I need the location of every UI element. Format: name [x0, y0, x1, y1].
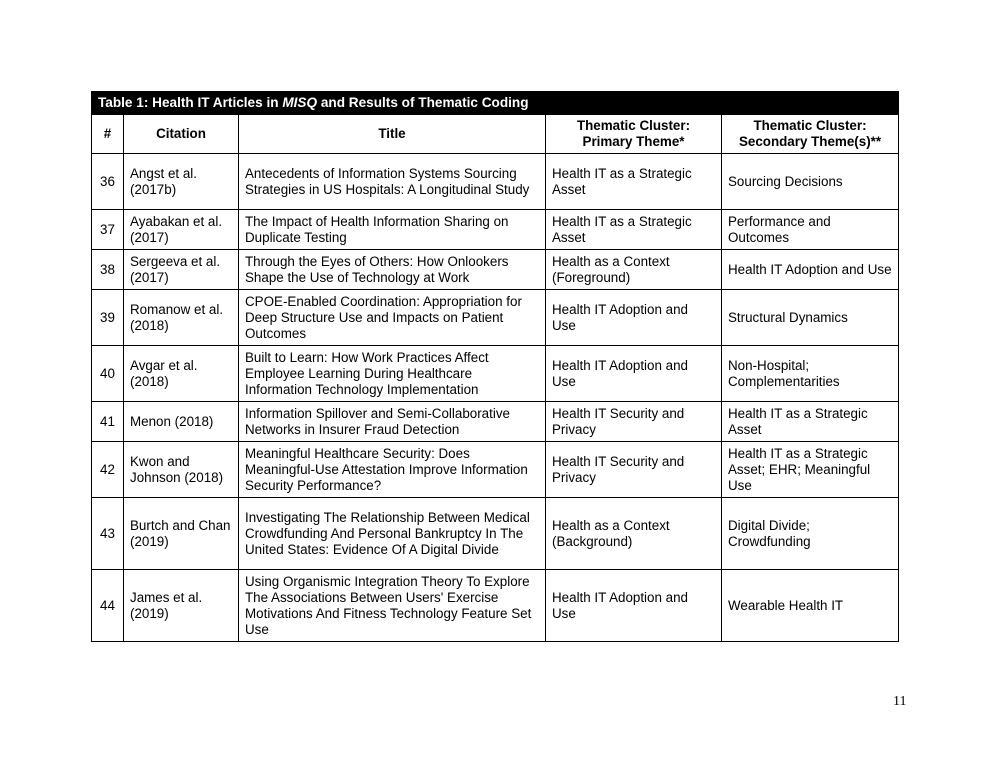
row-citation: Avgar et al. (2018)	[124, 346, 239, 402]
header-secondary-line1: Thematic Cluster:	[753, 118, 867, 133]
table-row	[92, 250, 899, 290]
table-row	[92, 290, 899, 346]
table-caption-row	[92, 92, 899, 115]
table-row	[92, 570, 899, 642]
table-row	[92, 442, 899, 498]
row-primary-theme: Health IT Adoption and Use	[546, 346, 722, 402]
caption-journal: MISQ	[282, 95, 318, 110]
table-caption	[92, 92, 899, 115]
thematic-coding-table	[91, 91, 899, 642]
caption-suffix: and Results of Thematic Coding	[317, 95, 529, 110]
row-secondary-theme: Structural Dynamics	[722, 290, 899, 346]
header-primary-line2: Primary Theme*	[582, 134, 685, 149]
row-title: Built to Learn: How Work Practices Affect Employee Learning During Healthcare Information Technology Implementation	[239, 346, 546, 402]
row-citation: Menon (2018)	[124, 402, 239, 442]
row-num: 36	[92, 154, 124, 210]
row-secondary-theme: Health IT as a Strategic Asset	[722, 402, 899, 442]
row-primary-theme: Health IT Adoption and Use	[546, 570, 722, 642]
row-title: Information Spillover and Semi-Collaborative Networks in Insurer Fraud Detection	[239, 402, 546, 442]
row-secondary-theme: Wearable Health IT	[722, 570, 899, 642]
row-num: 41	[92, 402, 124, 442]
row-num: 44	[92, 570, 124, 642]
row-title: Antecedents of Information Systems Sourcing Strategies in US Hospitals: A Longitudinal Study	[239, 154, 546, 210]
row-num: 43	[92, 498, 124, 570]
thematic-coding-table-container	[91, 91, 898, 642]
header-secondary-theme	[722, 115, 899, 154]
row-primary-theme: Health IT Security and Privacy	[546, 442, 722, 498]
table-row	[92, 498, 899, 570]
table-row	[92, 402, 899, 442]
row-secondary-theme: Health IT as a Strategic Asset; EHR; Meaningful Use	[722, 442, 899, 498]
row-secondary-theme: Digital Divide; Crowdfunding	[722, 498, 899, 570]
row-primary-theme: Health IT as a Strategic Asset	[546, 154, 722, 210]
row-primary-theme: Health as a Context (Background)	[546, 498, 722, 570]
page-number: 11	[893, 694, 907, 709]
row-primary-theme: Health IT as a Strategic Asset	[546, 210, 722, 250]
row-citation: Kwon and Johnson (2018)	[124, 442, 239, 498]
row-citation: Burtch and Chan (2019)	[124, 498, 239, 570]
row-num: 37	[92, 210, 124, 250]
row-secondary-theme: Non-Hospital; Complementarities	[722, 346, 899, 402]
row-citation: James et al. (2019)	[124, 570, 239, 642]
row-citation: Romanow et al. (2018)	[124, 290, 239, 346]
table-row	[92, 210, 899, 250]
row-primary-theme: Health as a Context (Foreground)	[546, 250, 722, 290]
header-secondary-line2: Secondary Theme(s)**	[738, 134, 882, 149]
row-title: CPOE-Enabled Coordination: Appropriation for Deep Structure Use and Impacts on Patient Outcomes	[239, 290, 546, 346]
row-title: Through the Eyes of Others: How Onlookers Shape the Use of Technology at Work	[239, 250, 546, 290]
table-row	[92, 154, 899, 210]
header-num: #	[92, 115, 124, 154]
caption-prefix: Table 1: Health IT Articles in	[98, 95, 283, 110]
row-citation: Sergeeva et al. (2017)	[124, 250, 239, 290]
table-header-row	[92, 115, 899, 154]
row-title: Using Organismic Integration Theory To Explore The Associations Between Users' Exercise Motivations And Fitness Technology Feature Set Use	[239, 570, 546, 642]
header-citation: Citation	[124, 115, 239, 154]
row-citation: Ayabakan et al. (2017)	[124, 210, 239, 250]
table-row	[92, 346, 899, 402]
row-num: 38	[92, 250, 124, 290]
row-primary-theme: Health IT Security and Privacy	[546, 402, 722, 442]
row-title: Meaningful Healthcare Security: Does Meaningful-Use Attestation Improve Information Security Performance?	[239, 442, 546, 498]
row-title: The Impact of Health Information Sharing on Duplicate Testing	[239, 210, 546, 250]
header-primary-line1: Thematic Cluster:	[576, 118, 691, 133]
row-num: 40	[92, 346, 124, 402]
row-secondary-theme: Health IT Adoption and Use	[722, 250, 899, 290]
row-title: Investigating The Relationship Between Medical Crowdfunding And Personal Bankruptcy In The United States: Evidence Of A Digital Divide	[239, 498, 546, 570]
row-primary-theme: Health IT Adoption and Use	[546, 290, 722, 346]
row-num: 39	[92, 290, 124, 346]
row-citation: Angst et al. (2017b)	[124, 154, 239, 210]
row-num: 42	[92, 442, 124, 498]
row-secondary-theme: Sourcing Decisions	[722, 154, 899, 210]
row-secondary-theme: Performance and Outcomes	[722, 210, 899, 250]
header-primary-theme	[546, 115, 722, 154]
header-title: Title	[239, 115, 546, 154]
